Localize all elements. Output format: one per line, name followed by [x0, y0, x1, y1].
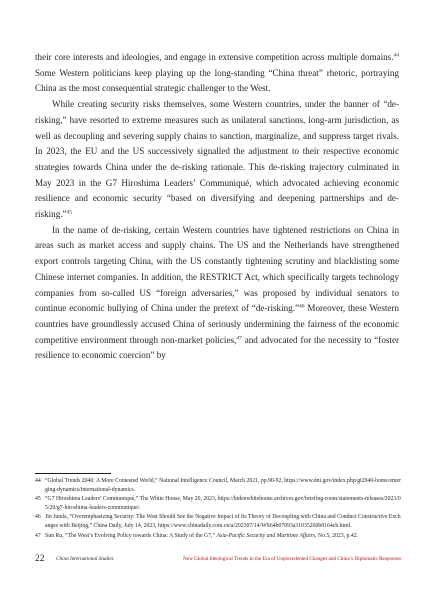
footnote-journal-title: Asia-Pacific Security and Maritime Affairs — [216, 532, 316, 539]
paragraph-text: their core interests and ideologies, and engage in extensive competition across multiple domains. — [35, 52, 394, 62]
footnote-text: “Global Trends 2040: A More Contested World,” National Intelligence Council, March 2021, pp.90-92, https://www.dni.gov/index.php/gt2040-home/emerging-dynamics/international-dynamics. — [45, 478, 401, 494]
paragraph-3 — [35, 223, 399, 364]
page-footer — [35, 553, 401, 565]
footnotes — [35, 477, 401, 541]
footnote-text: Jin Junda, “Overemphasizing Security: The West Should See the Negative Impact of Its Theory of Decoupling with China and Conduct Constructive Exchanges with Beijing,” China Daily, July 14, 2023, https://www.chinadaily.com.cn/a/202307/14/WS64b07093a31035260b8164cb.html. — [45, 514, 401, 530]
footnote-number: 46 — [35, 514, 41, 521]
footnote-44 — [35, 477, 401, 495]
footnote-text: Sun Ru, “The West’s Evolving Policy towards China: A Study of the G7,” — [45, 532, 217, 539]
body-text — [35, 50, 399, 364]
paragraph-text: Moreover, these Western countries have groundlessly accused China of seriously undermining the fairness of the economic competitive environment through non-market policies, — [35, 303, 399, 345]
footnote-ref[interactable]: 47 — [236, 335, 242, 342]
journal-name: China International Studies — [56, 556, 114, 562]
paragraph-text: In the name of de-risking, certain Western countries have tightened restrictions on China in areas such as market access and supply chains. The US and the Netherlands have strengthened export controls targeting China, with the US constantly tightening scrutiny and blacklisting some Chinese internet companies. In addition, the RESTRICT Act, which specifically targets technology companies from so-called US “foreign adversaries,” was proposed by individual senators to continue economic bullying of China under the pretext of “de-risking.” — [35, 224, 399, 314]
paragraph-text: Some Western politicians keep playing up the long-standing “China threat” rhetoric, portraying China as the most consequential strategic challenger to the West. — [35, 67, 399, 94]
footnote-number: 44 — [35, 478, 41, 484]
paragraph-1 — [35, 50, 399, 97]
footnote-number: 45 — [35, 496, 41, 503]
paragraph-text: and advocated for the necessity to “foster resilience to economic coercion” by — [35, 334, 400, 361]
paragraph-2 — [35, 97, 399, 223]
footnote-47 — [35, 532, 401, 541]
footnote-divider — [35, 473, 111, 474]
footnote-ref[interactable]: 45 — [66, 209, 73, 216]
footnote-text: , No.5, 2023, p.42. — [315, 532, 359, 539]
footnote-45 — [35, 495, 401, 513]
running-title: New Global Ideological Trends in the Era of Unprecedented Changes and China’s Diplomatic Responses — [183, 556, 401, 562]
footnote-text: “G7 Hiroshima Leaders’ Communiqué,” The White House, May 20, 2023, https://bidenwhitehouse.archives.gov/briefing-room/statements-releases/2023/05/20/g7-hiroshima-leaders-communique/. — [45, 496, 401, 512]
footnote-ref[interactable]: 46 — [299, 303, 305, 310]
paragraph-text: While creating security risks themselves, some Western countries, under the banner of “de-risking,” have resorted to extreme measures such as unilateral sanctions, long-arm jurisdiction, as well as decoupling and severing supply chains to sanction, marginalize, and suppress target rivals. In 2023, the EU and the US successively signalled the adjustment to their respective economic strategies towards China under the de-risking rationale. This de-risking trajectory culminated in May 2023 in the G7 Hiroshima Leaders’ Communiqué, which advocated achieving economic resilience and economic security “based on diversifying and deepening partnerships and de-risking.” — [35, 99, 399, 220]
footnote-ref[interactable]: 44 — [393, 52, 399, 59]
footnote-number: 47 — [35, 532, 41, 539]
page-number: 22 — [35, 554, 45, 564]
footnote-46 — [35, 513, 401, 531]
